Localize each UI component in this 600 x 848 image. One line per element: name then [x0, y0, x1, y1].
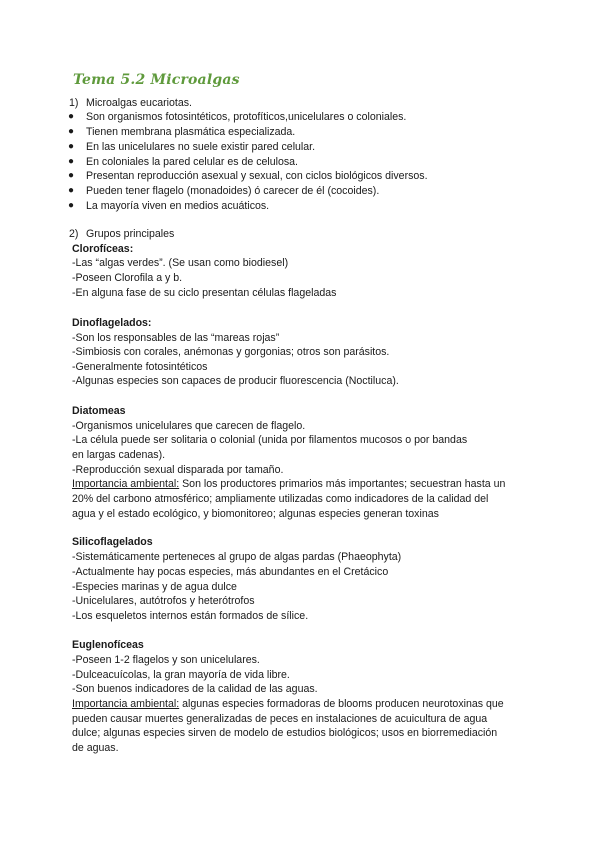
bullet-icon: ● [68, 141, 75, 152]
text-line: -Los esqueletos internos están formados de sílice. [72, 610, 309, 622]
section-1-heading [69, 96, 192, 110]
text-line: de aguas. [72, 742, 119, 754]
text-line: agua y el estado ecológico, y biomonitoreo; algunas especies generan toxinas [72, 508, 439, 520]
text-line: -Poseen Clorofila a y b. [72, 272, 183, 284]
text-line: -En alguna fase de su ciclo presentan células flageladas [72, 287, 337, 299]
text-line: -Son los responsables de las “mareas rojas” [72, 332, 280, 344]
text-line: -Organismos unicelulares que carecen de flagelo. [72, 420, 306, 432]
bullet-icon: ● [68, 111, 75, 122]
text-line: -Unicelulares, autótrofos y heterótrofos [72, 595, 255, 607]
importance-label: Importancia ambiental: [72, 478, 180, 490]
text-line: -Actualmente hay pocas especies, más abundantes en el Cretácico [72, 566, 389, 578]
text-line: -Poseen 1-2 flagelos y son unicelulares. [72, 654, 260, 666]
page-title: Tema 5.2 Microalgas [73, 72, 240, 88]
text-line: -Reproducción sexual disparada por tamaño. [72, 464, 284, 476]
bullet-icon: ● [68, 200, 75, 211]
section-label: Microalgas eucariotas. [86, 97, 192, 109]
bullet-icon: ● [68, 156, 75, 167]
text-line: -Algunas especies son capaces de producir fluorescencia (Noctiluca). [72, 375, 399, 387]
importance-label: Importancia ambiental: [72, 698, 180, 710]
text-line: -La célula puede ser solitaria o colonial (unida por filamentos mucosos o por bandas [72, 434, 468, 446]
text-line: 20% del carbono atmosférico; ampliamente utilizadas como indicadores de la calidad del [72, 493, 489, 505]
group-title-silicoflagelados: Silicoflagelados [72, 536, 153, 548]
section-2-heading [69, 227, 175, 241]
group-title-diatomeas: Diatomeas [72, 405, 126, 417]
document-page: Tema 5.2 Microalgas 1) Microalgas eucariotas. ● Son organismos fotosintéticos, protofíticos,unicelulares o coloniales. ● Tienen membrana plasmática especializada. ● En las unicelulares no suele existir pared celular. ● En coloniales la pared celular es de celulosa. ● Presentan reproducción asexual y sexual, con ciclos biológicos diversos. ● Pueden tener flagelo (monadoides) ó carecer de él (cocoides). ● La mayoría viven en medios acuáticos. 2) Grupos principales Clorofíceas: -Las “algas verdes”. (Se usan como biodiesel) -Poseen Clorofila a y b. -En alguna fase de su ciclo presentan células flageladas Dinoflagelados: -Son los responsables de las “mareas rojas” -Simbiosis con corales, anémonas y gorgonias; otros son parásitos. -Generalmente fotosintéticos -Algunas especies son capaces de producir fluorescencia (Noctiluca). Diatomeas -Organismos unicelulares que carecen de flagelo. -La célula puede ser solitaria o colonial (unida por filamentos mucosos o por bandas en largas cadenas). -Reproducción sexual disparada por tamaño. Importancia ambiental: Son los productores primarios más importantes; secuestran hasta un 20% del carbono atmosférico; ampliamente utilizadas como indicadores de la calidad del agua y el estado ecológico, y biomonitoreo; algunas especies generan toxinas Silicoflagelados -Sistemáticamente perteneces al grupo de algas pardas (Phaeophyta) -Actualmente hay pocas especies, más abundantes en el Cretácico -Especies marinas y de agua dulce -Unicelulares, autótrofos y heterótrofos -Los esqueletos internos están formados de sílice. Euglenofíceas -Poseen 1-2 flagelos y son unicelulares. -Dulceacuícolas, la gran mayoría de vida libre. -Son buenos indicadores de la calidad de las aguas. Importancia ambiental: algunas especies formadoras de blooms producen neurotoxinas que pueden causar muertes generalizadas de peces en instalaciones de acuicultura de agua dulce; algunas especies sirven de modelo de estudios biológicos; usos en biorremediación de aguas. [68, 72, 506, 754]
group-title-euglenoficeas: Euglenofíceas [72, 639, 144, 651]
group-title-clorofíceas: Clorofíceas: [72, 243, 134, 255]
section-number: 2) [69, 228, 79, 240]
bullet-icon: ● [68, 170, 75, 181]
importance-line [72, 477, 505, 491]
text-line: en largas cadenas). [72, 449, 166, 461]
section-label: Grupos principales [86, 228, 175, 240]
importance-text: Son los productores primarios más importantes; secuestran hasta un [179, 478, 506, 490]
text-line: -Especies marinas y de agua dulce [72, 581, 237, 593]
text-line: -Simbiosis con corales, anémonas y gorgonias; otros son parásitos. [72, 346, 390, 358]
text-line: -Sistemáticamente perteneces al grupo de algas pardas (Phaeophyta) [72, 551, 402, 563]
text-line: dulce; algunas especies sirven de modelo de estudios biológicos; usos en biorremediación [72, 727, 498, 739]
text-line: -Son buenos indicadores de la calidad de las aguas. [72, 683, 318, 695]
text-line: pueden causar muertes generalizadas de peces en instalaciones de acuicultura de agua [72, 713, 488, 725]
text-line: -Dulceacuícolas, la gran mayoría de vida libre. [72, 669, 290, 681]
section-number: 1) [69, 97, 79, 109]
bullet-icon: ● [68, 185, 75, 196]
bullet-icon: ● [68, 126, 75, 137]
group-title-dinoflagelados: Dinoflagelados: [72, 317, 152, 329]
importance-line [72, 697, 504, 711]
text-line: -Las “algas verdes”. (Se usan como biodiesel) [72, 257, 289, 269]
importance-text: algunas especies formadoras de blooms producen neurotoxinas que [179, 698, 504, 710]
text-line: -Generalmente fotosintéticos [72, 361, 208, 373]
